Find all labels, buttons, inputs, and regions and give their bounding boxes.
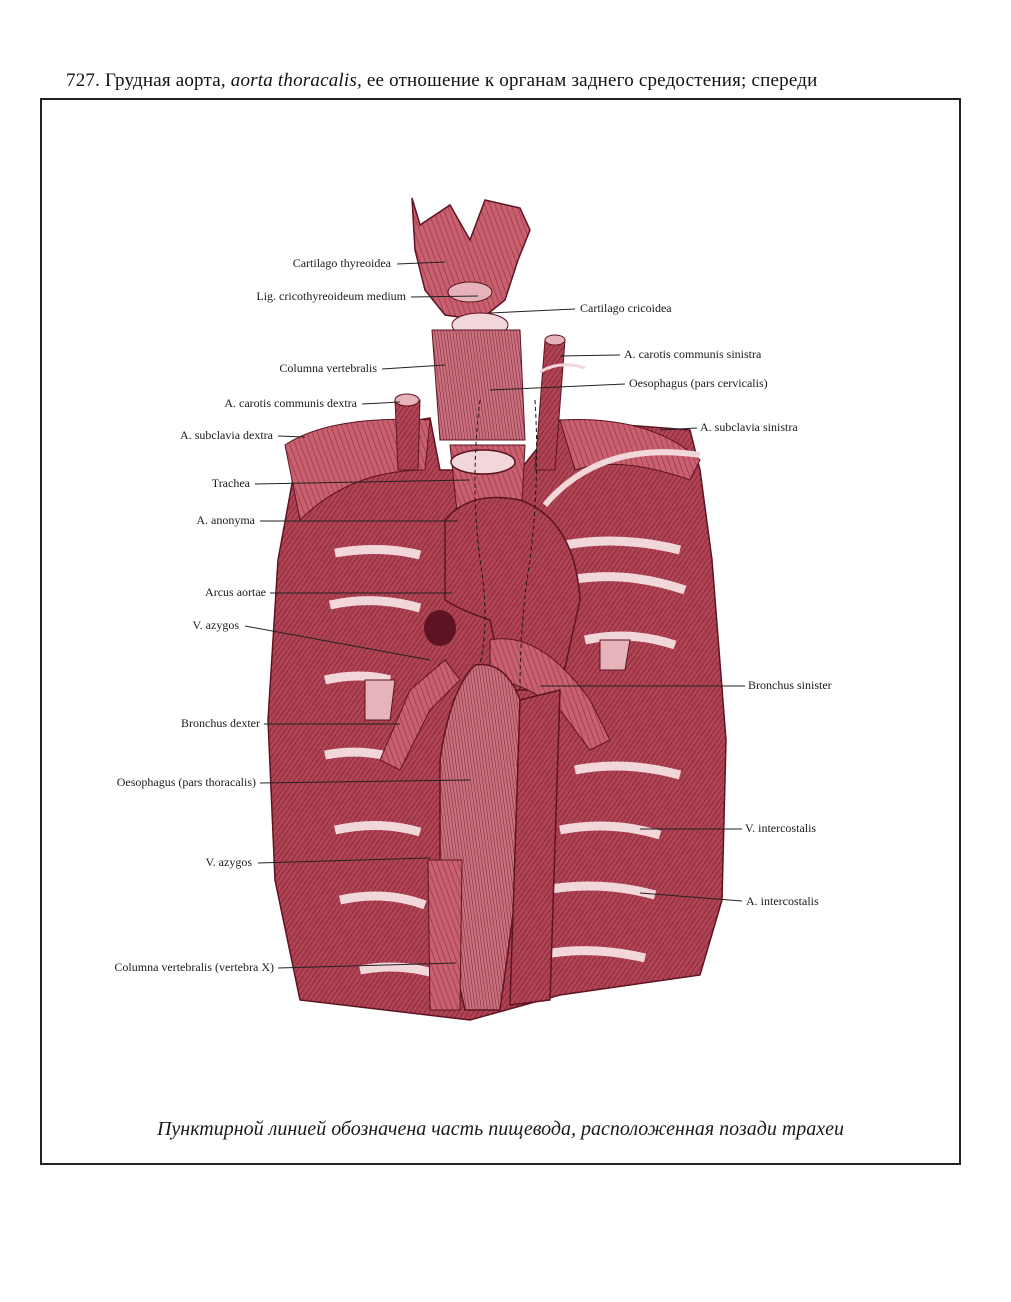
figure-caption: Пунктирной линией обозначена часть пищевода, расположенная позади трахеи	[156, 1118, 845, 1140]
label-a-subclavia-sinistra: A. subclavia sinistra	[700, 420, 798, 434]
figure-title-rest: ее отношение к органам заднего средостения; спереди	[366, 70, 818, 91]
label-cartilago-cricoidea: Cartilago cricoidea	[580, 301, 672, 315]
label-columna-vertebralis-x: Columna vertebralis (vertebra X)	[114, 960, 274, 974]
label-trachea: Trachea	[211, 476, 250, 490]
figure-number: 727.	[66, 70, 101, 91]
cervical-column	[432, 330, 525, 440]
vertebral-column-lower	[428, 860, 462, 1010]
label-arcus-aortae: Arcus aortae	[205, 585, 266, 599]
label-v-azygos-lower: V. azygos	[205, 855, 252, 869]
label-oesophagus-thoracalis: Oesophagus (pars thoracalis)	[116, 775, 256, 789]
label-bronchus-sinister: Bronchus sinister	[748, 678, 832, 692]
label-a-anonyma: A. anonyma	[196, 513, 255, 527]
label-a-carotis-sinistra: A. carotis communis sinistra	[624, 347, 762, 361]
larynx	[412, 198, 530, 337]
label-v-intercostalis: V. intercostalis	[745, 821, 817, 835]
label-a-subclavia-dextra: A. subclavia dextra	[180, 428, 273, 442]
figure-title-ru: Грудная аорта,	[105, 70, 226, 91]
label-lig-cricothyreoideum: Lig. cricothyreoideum medium	[256, 289, 406, 303]
label-bronchus-dexter: Bronchus dexter	[181, 716, 260, 730]
label-oesophagus-cervicalis: Oesophagus (pars cervicalis)	[629, 376, 768, 390]
label-a-intercostalis: A. intercostalis	[746, 894, 819, 908]
label-cartilago-thyreoidea: Cartilago thyreoidea	[292, 256, 391, 270]
figure-title-latin: aorta thoracalis,	[230, 70, 362, 91]
label-v-azygos-upper: V. azygos	[192, 618, 239, 632]
label-a-carotis-dextra: A. carotis communis dextra	[224, 396, 357, 410]
label-columna-vertebralis: Columna vertebralis	[279, 361, 377, 375]
